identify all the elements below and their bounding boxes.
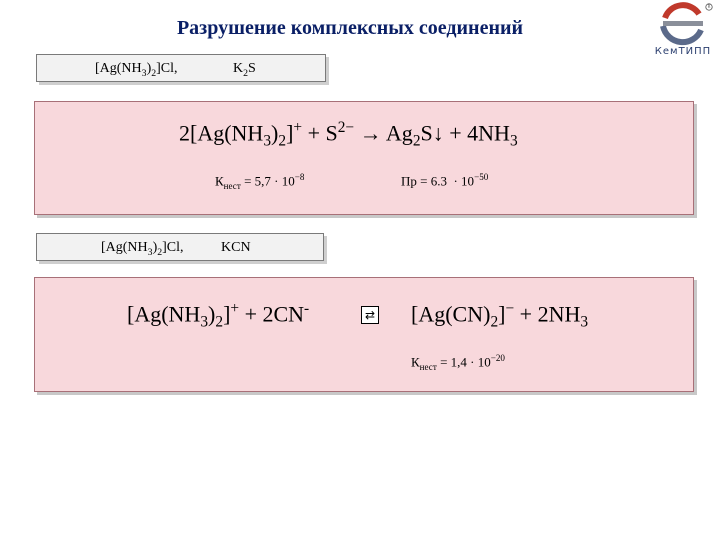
instability-constant-1: $К_{нест} = 5,7 \cdot 10^{-8}$ bbox=[215, 172, 305, 191]
reaction-panel-2 bbox=[34, 277, 694, 392]
equilibrium-arrows-icon: ⇄ bbox=[361, 306, 379, 324]
reagent-k2s: $K_2S$ bbox=[233, 61, 256, 79]
reaction-equation-2-right: $[Ag(CN)_2]^- + 2NH_3$ bbox=[411, 300, 589, 331]
reagents-bar-2 bbox=[36, 233, 324, 261]
reaction-equation-2-left: $[Ag(NH_3)_2]^+ + 2CN^-$ bbox=[127, 300, 310, 331]
logo-caption: КемТИПП bbox=[654, 46, 712, 57]
reagent-kcn: KCN bbox=[221, 240, 251, 255]
slide-title: Разрушение комплексных соединений bbox=[176, 17, 524, 39]
svg-text:R: R bbox=[707, 4, 711, 10]
reagent-ag-complex: $[Ag(NH_3)_2]Cl$, bbox=[95, 61, 178, 79]
reaction-panel-1 bbox=[34, 101, 694, 215]
reaction-equation-1: $2[Ag(NH_3)_2]^+ + S^{2-}$ → $Ag_2S↓ + 4NH_3$ bbox=[179, 119, 518, 150]
instability-constant-2: $К_{нест} = 1,4 \cdot 10^{-20}$ bbox=[411, 353, 505, 372]
kemtipp-logo bbox=[648, 2, 718, 68]
reagents-bar-1 bbox=[36, 54, 326, 82]
reagent-ag-complex-2: $[Ag(NH_3)_2]Cl$, bbox=[101, 240, 184, 258]
solubility-product: Пр = $6.3 \cdot 10^{-50}$ bbox=[401, 172, 489, 189]
